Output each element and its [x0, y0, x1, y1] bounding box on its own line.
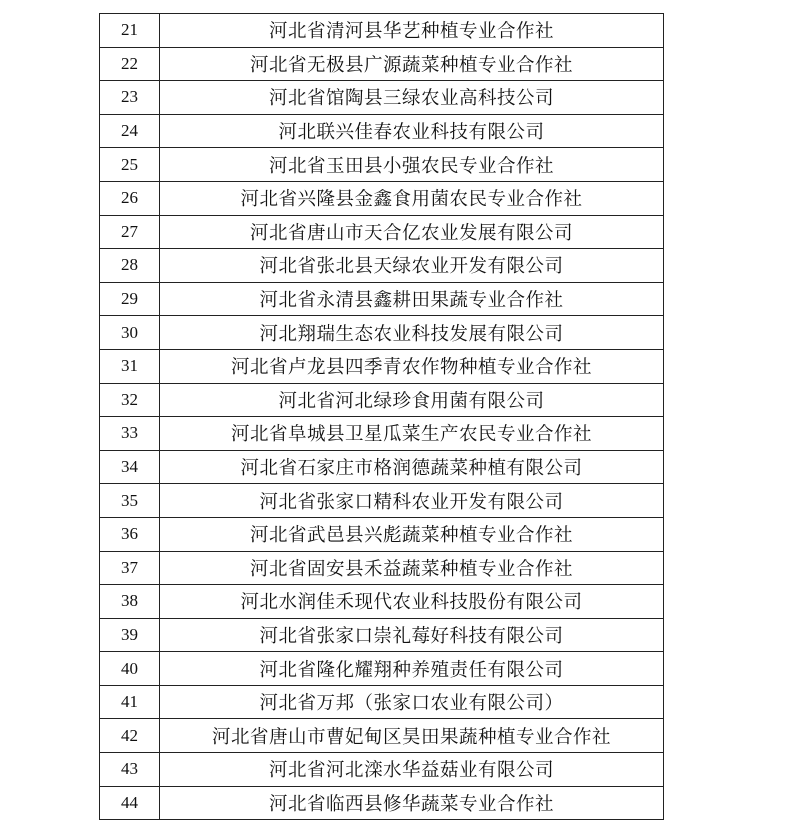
company-name-cell: 河北省清河县华艺种植专业合作社 [160, 14, 664, 48]
table-row [100, 148, 664, 182]
row-number-cell: 40 [100, 652, 160, 686]
table-row [100, 753, 664, 787]
row-number-cell: 27 [100, 215, 160, 249]
table-row [100, 786, 664, 820]
table-row [100, 652, 664, 686]
company-name-cell: 河北联兴佳春农业科技有限公司 [160, 114, 664, 148]
company-name-cell: 河北省卢龙县四季青农作物种植专业合作社 [160, 349, 664, 383]
company-name-cell: 河北省武邑县兴彪蔬菜种植专业合作社 [160, 517, 664, 551]
row-number-cell: 29 [100, 282, 160, 316]
table-row [100, 417, 664, 451]
company-name-cell: 河北省唐山市曹妃甸区昊田果蔬种植专业合作社 [160, 719, 664, 753]
row-number-cell: 25 [100, 148, 160, 182]
table-row [100, 383, 664, 417]
row-number-cell: 44 [100, 786, 160, 820]
company-name-cell: 河北省河北滦水华益菇业有限公司 [160, 753, 664, 787]
table-row [100, 517, 664, 551]
row-number-cell: 36 [100, 517, 160, 551]
company-name-cell: 河北省张北县天绿农业开发有限公司 [160, 249, 664, 283]
row-number-cell: 26 [100, 181, 160, 215]
company-name-cell: 河北水润佳禾现代农业科技股份有限公司 [160, 585, 664, 619]
table-row [100, 215, 664, 249]
company-name-cell: 河北省万邦（张家口农业有限公司） [160, 685, 664, 719]
company-name-cell: 河北省阜城县卫星瓜菜生产农民专业合作社 [160, 417, 664, 451]
table-row [100, 114, 664, 148]
company-name-cell: 河北翔瑞生态农业科技发展有限公司 [160, 316, 664, 350]
table-row [100, 450, 664, 484]
table-row [100, 484, 664, 518]
row-number-cell: 30 [100, 316, 160, 350]
company-name-cell: 河北省石家庄市格润德蔬菜种植有限公司 [160, 450, 664, 484]
company-name-cell: 河北省兴隆县金鑫食用菌农民专业合作社 [160, 181, 664, 215]
row-number-cell: 38 [100, 585, 160, 619]
table-row [100, 719, 664, 753]
table-row [100, 349, 664, 383]
table-row [100, 685, 664, 719]
row-number-cell: 39 [100, 618, 160, 652]
company-name-cell: 河北省唐山市天合亿农业发展有限公司 [160, 215, 664, 249]
row-number-cell: 37 [100, 551, 160, 585]
row-number-cell: 28 [100, 249, 160, 283]
table-body [100, 14, 664, 820]
table-row [100, 249, 664, 283]
row-number-cell: 32 [100, 383, 160, 417]
table-row [100, 47, 664, 81]
company-list-table [99, 13, 664, 820]
company-name-cell: 河北省固安县禾益蔬菜种植专业合作社 [160, 551, 664, 585]
table-row [100, 181, 664, 215]
row-number-cell: 34 [100, 450, 160, 484]
company-name-cell: 河北省永清县鑫耕田果蔬专业合作社 [160, 282, 664, 316]
document-page [99, 13, 664, 820]
company-name-cell: 河北省张家口精科农业开发有限公司 [160, 484, 664, 518]
row-number-cell: 43 [100, 753, 160, 787]
table-row [100, 618, 664, 652]
company-name-cell: 河北省隆化耀翔种养殖责任有限公司 [160, 652, 664, 686]
table-row [100, 316, 664, 350]
company-name-cell: 河北省临西县修华蔬菜专业合作社 [160, 786, 664, 820]
table-row [100, 585, 664, 619]
table-row [100, 81, 664, 115]
company-name-cell: 河北省馆陶县三绿农业高科技公司 [160, 81, 664, 115]
company-name-cell: 河北省玉田县小强农民专业合作社 [160, 148, 664, 182]
row-number-cell: 42 [100, 719, 160, 753]
row-number-cell: 31 [100, 349, 160, 383]
row-number-cell: 23 [100, 81, 160, 115]
row-number-cell: 41 [100, 685, 160, 719]
row-number-cell: 33 [100, 417, 160, 451]
table-row [100, 14, 664, 48]
table-row [100, 282, 664, 316]
row-number-cell: 21 [100, 14, 160, 48]
company-name-cell: 河北省张家口崇礼莓好科技有限公司 [160, 618, 664, 652]
row-number-cell: 35 [100, 484, 160, 518]
table-row [100, 551, 664, 585]
company-name-cell: 河北省河北绿珍食用菌有限公司 [160, 383, 664, 417]
row-number-cell: 22 [100, 47, 160, 81]
company-name-cell: 河北省无极县广源蔬菜种植专业合作社 [160, 47, 664, 81]
row-number-cell: 24 [100, 114, 160, 148]
